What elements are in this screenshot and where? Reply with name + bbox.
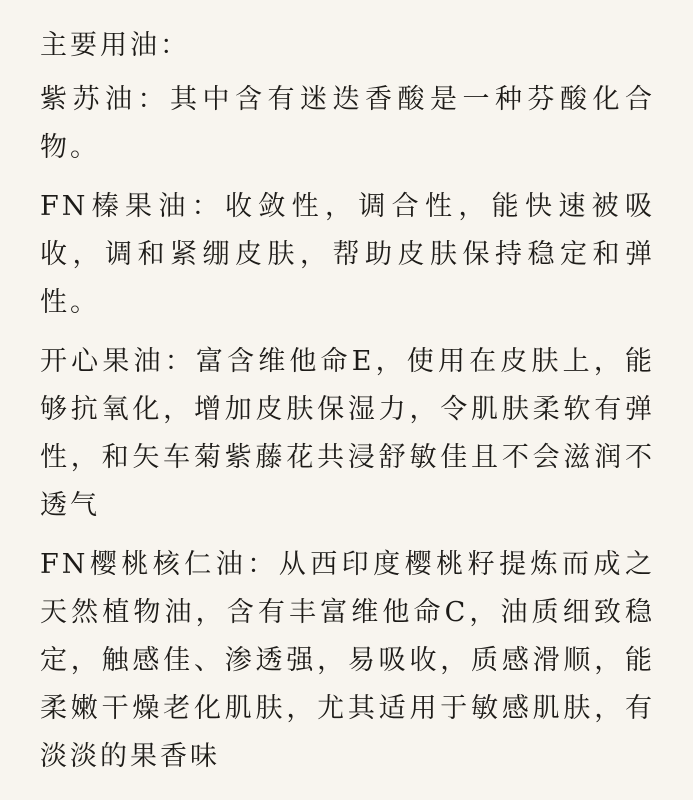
document-heading: 主要用油：	[40, 30, 190, 61]
paragraph-perilla-oil: 紫苏油：其中含有迷迭香酸是一种芬酸化合物。	[40, 84, 655, 163]
paragraph-hazelnut-oil: FN榛果油：收敛性，调合性，能快速被吸收，调和紧绷皮肤，帮助皮肤保持稳定和弹性。	[40, 191, 655, 318]
paragraph-pistachio-oil: 开心果油：富含维他命E，使用在皮肤上，能够抗氧化，增加皮肤保湿力，令肌肤柔软有弹性，和矢车菊紫藤花共浸舒敏佳且不会滋润不透气	[40, 346, 655, 521]
paragraph-cherry-kernel-oil: FN樱桃核仁油：从西印度樱桃籽提炼而成之天然植物油，含有丰富维他命C，油质细致稳定，触感佳、渗透强，易吸收，质感滑顺，能柔嫩干燥老化肌肤，尤其适用于敏感肌肤，有淡淡的果香味	[40, 549, 655, 772]
